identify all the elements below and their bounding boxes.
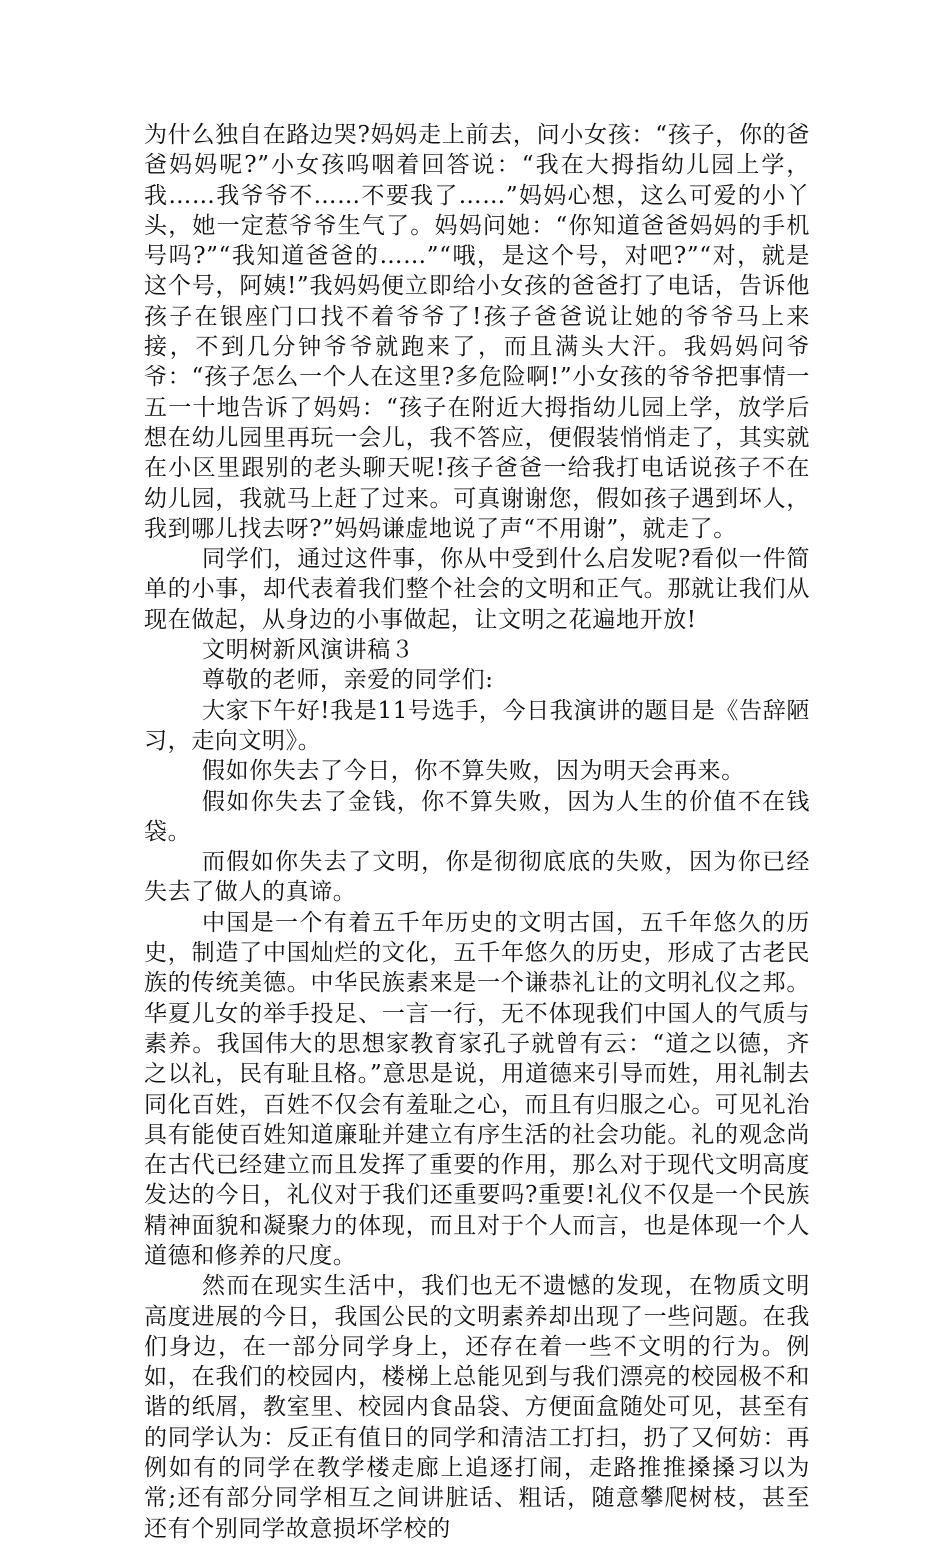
paragraph-china-history: 中国是一个有着五千年历史的文明古国，五千年悠久的历史，制造了中国灿烂的文化，五千年悠久的历史，形成了古老民族的传统美德。中华民族素来是一个谦恭礼让的文明礼仪之邦。华夏儿女的举手投足、一言一行，无不体现我们中国人的气质与素养。我国伟大的思想家教育家孔子就曾有云：“道之以德，齐之以礼，民有耻且格。”意思是说，用道德来引导而姓，用礼制去同化百姓，百姓不仅会有羞耻之心，而且有归服之心。可见礼治具有能使百姓知道廉耻并建立有序生活的社会功能。礼的观念尚在古代已经建立而且发挥了重要的作用，那么对于现代文明高度发达的今日，礼仪对于我们还重要吗?重要!礼仪不仅是一个民族精神面貌和凝聚力的体现，而且对于个人而言，也是体现一个人道德和修养的尺度。 — [144, 909, 810, 1269]
document-body — [144, 120, 810, 1544]
paragraph-lose-money: 假如你失去了金钱，你不算失败，因为人生的价值不在钱袋。 — [144, 788, 810, 845]
paragraph-greeting: 大家下午好!我是11号选手，今日我演讲的题目是《告辞陋习，走向文明》。 — [144, 697, 810, 754]
paragraph-lose-today: 假如你失去了今日，你不算失败，因为明天会再来。 — [202, 758, 745, 785]
paragraph-lose-civility: 而假如你失去了文明，你是彻彻底底的失败，因为你已经失去了做人的真谛。 — [144, 849, 810, 906]
salutation: 尊敬的老师，亲爱的同学们: — [202, 667, 494, 694]
paragraph-reflection: 同学们，通过这件事，你从中受到什么启发呢?看似一件简单的小事，却代表着我们整个社会的文明和正气。那就让我们从现在做起，从身边的小事做起，让文明之花遍地开放! — [144, 546, 810, 633]
paragraph-reality: 然而在现实生活中，我们也无不遗憾的发现，在物质文明高度进展的今日，我国公民的文明素养却出现了一些问题。在我们身边，在一部分同学身上，还存在着一些不文明的行为。例如，在我们的校园内，楼梯上总能见到与我们漂亮的校园极不和谐的纸屑，教室里、校园内食品袋、方便面盒随处可见，甚至有的同学认为：反正有值日的同学和清洁工打扫，扔了又何妨：再例如有的同学在教学楼走廊上追逐打闹，走路推推搡搡习以为常;还有部分同学相互之间讲脏话、粗话，随意攀爬树枝，甚至还有个别同学故意损坏学校的 — [144, 1273, 810, 1542]
speech-title: 文明树新风演讲稿３ — [202, 637, 415, 664]
paragraph-story-continued: 为什么独自在路边哭?妈妈走上前去，问小女孩：“孩子，你的爸爸妈妈呢?”小女孩呜咽着回答说：“我在大拇指幼儿园上学，我……我爷爷不……不要我了……”妈妈心想，这么可爱的小丫头，她一定惹爷爷生气了。妈妈问她：“你知道爸爸妈妈的手机号吗?”“我知道爸爸的……”“哦，是这个号，对吧?”“对，就是这个号，阿姨!”我妈妈便立即给小女孩的爸爸打了电话，告诉他孩子在银座门口找不着爷爷了!孩子爸爸说让她的爷爷马上来接，不到几分钟爷爷就跑来了，而且满头大汗。我妈妈问爷爷：“孩子怎么一个人在这里?多危险啊!”小女孩的爷爷把事情一五一十地告诉了妈妈：“孩子在附近大拇指幼儿园上学，放学后想在幼儿园里再玩一会儿，我不答应，便假装悄悄走了，其实就在小区里跟别的老头聊天呢!孩子爸爸一给我打电话说孩子不在幼儿园，我就马上赶了过来。可真谢谢您，假如孩子遇到坏人，我到哪儿找去呀?”妈妈谦虚地说了声“不用谢”，就走了。 — [144, 122, 810, 542]
